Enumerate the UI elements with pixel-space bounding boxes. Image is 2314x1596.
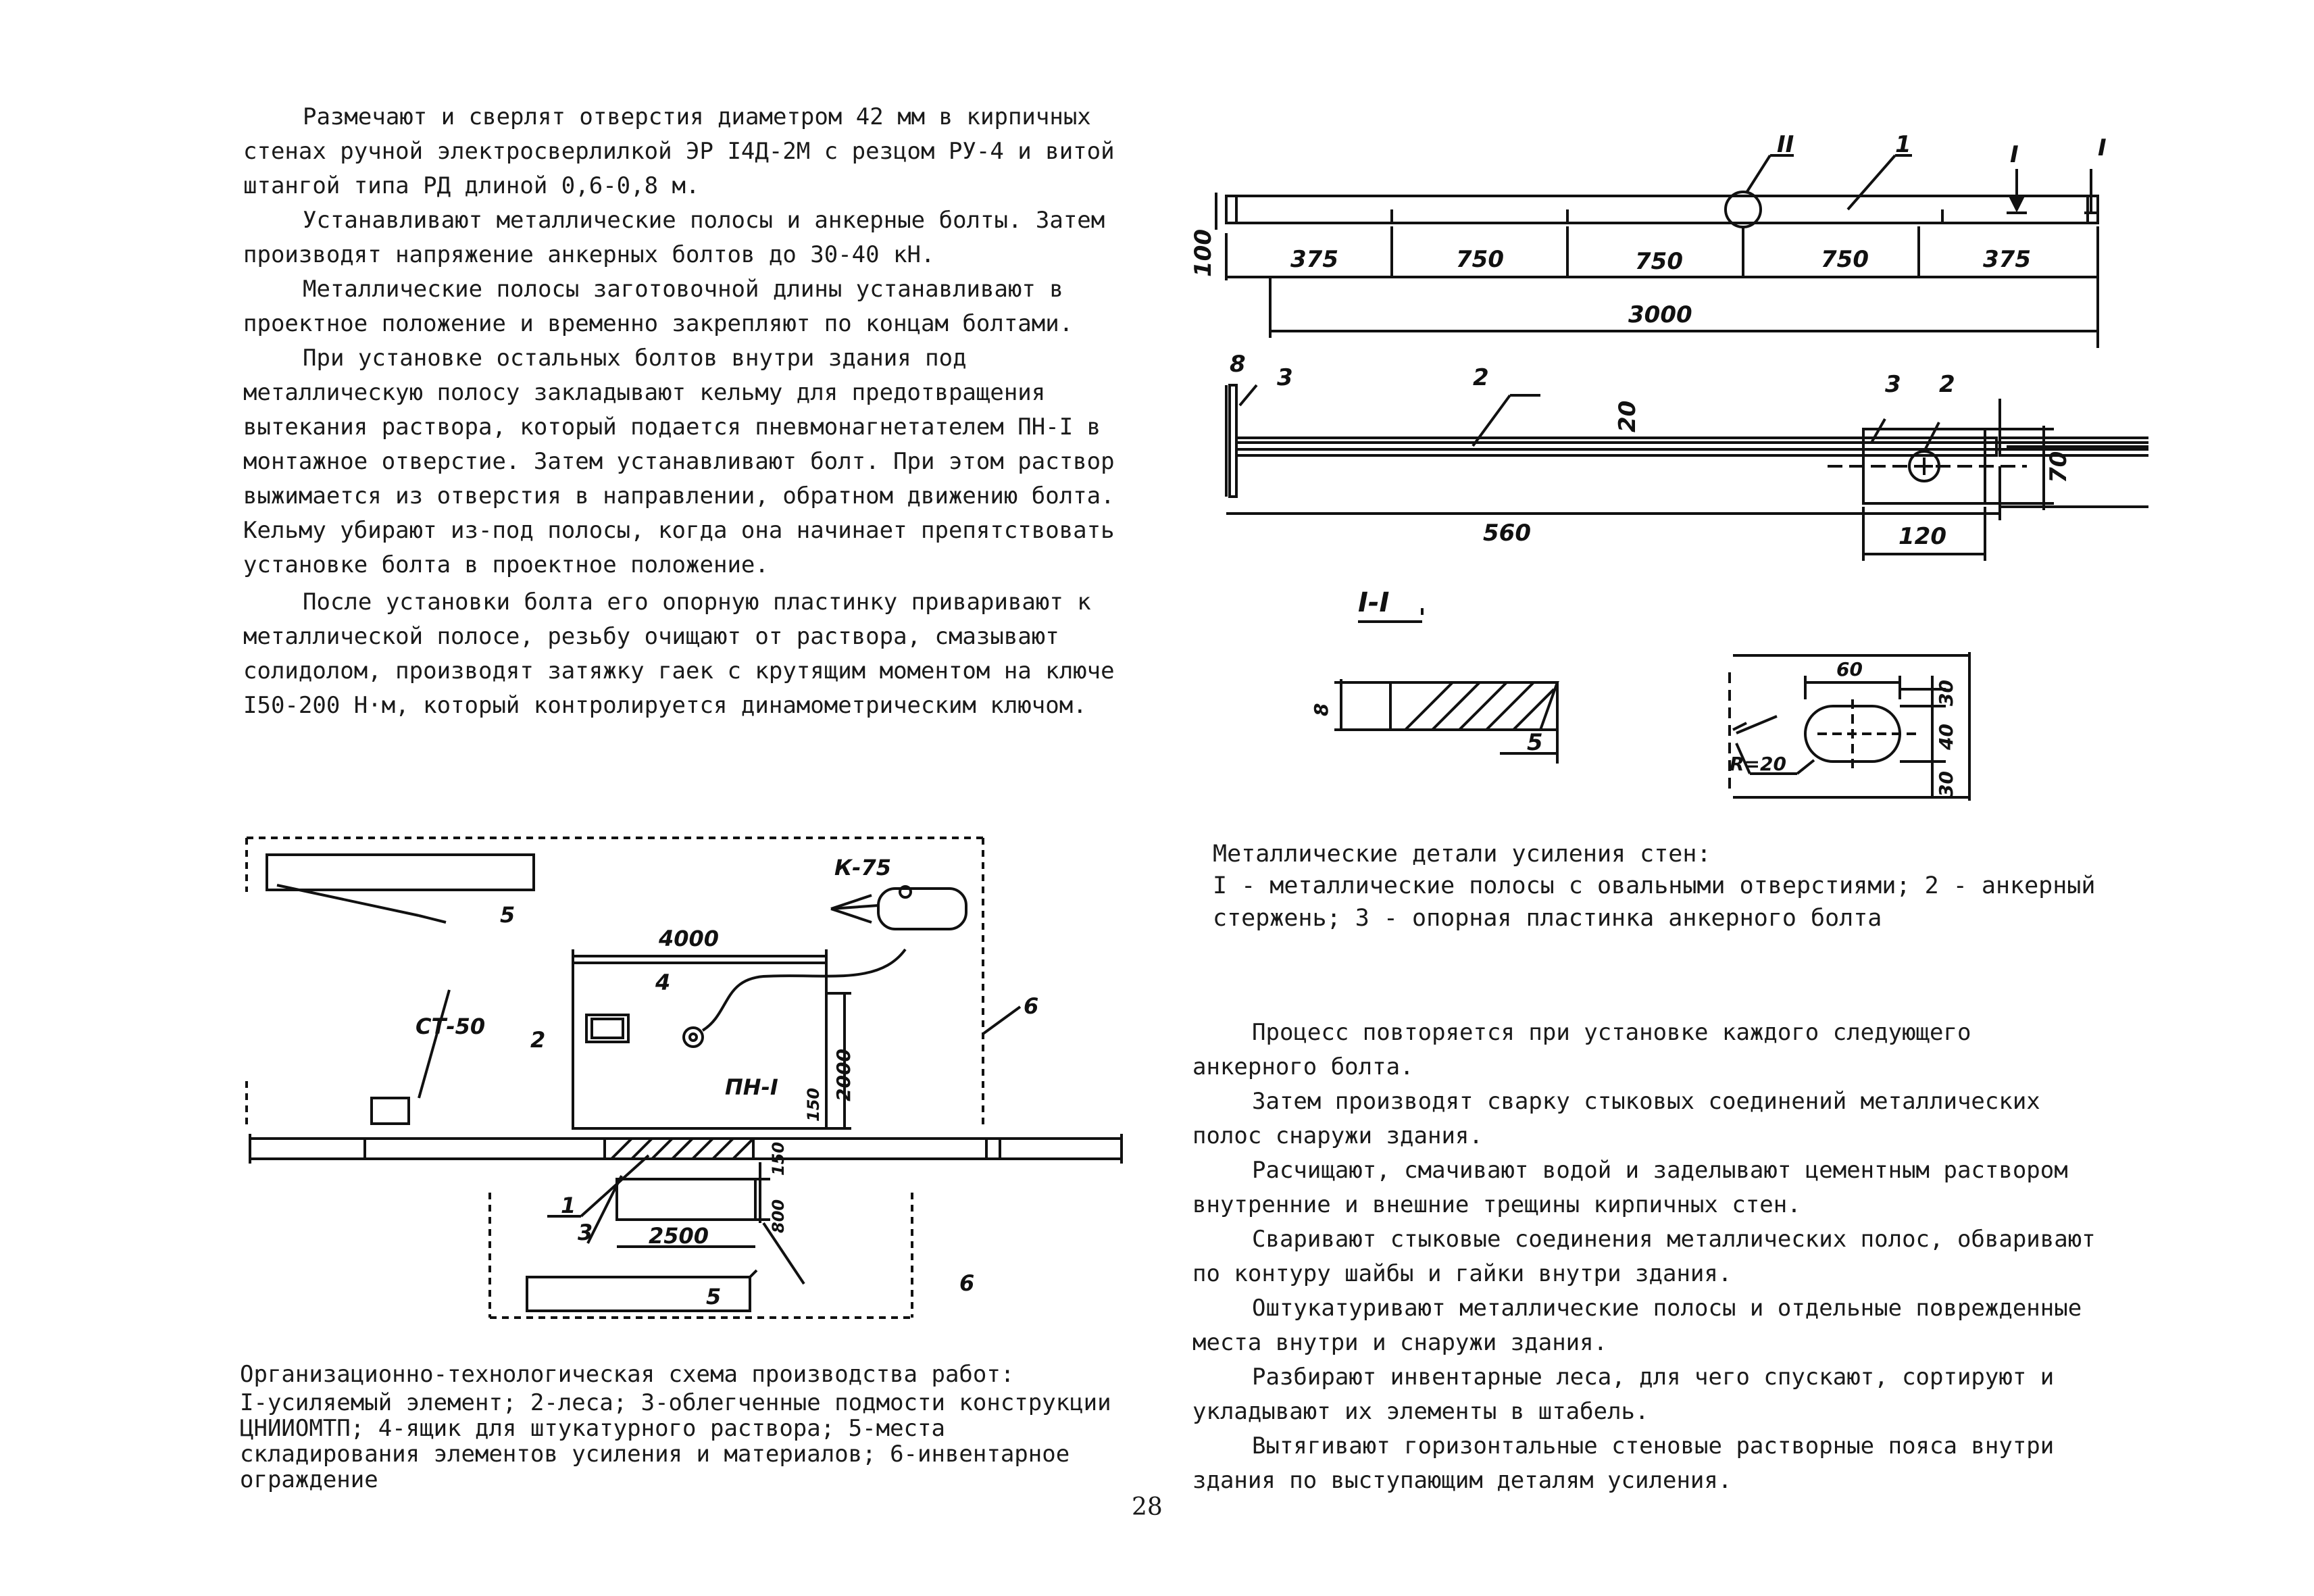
details-caption bbox=[1213, 841, 2105, 934]
label-I-b: I bbox=[2098, 134, 2107, 161]
left-text-column bbox=[243, 100, 1122, 723]
rod-dim-560: 560 bbox=[1483, 520, 1531, 547]
rod-label-8: 8 bbox=[1230, 351, 1246, 378]
label-n6b: 6 bbox=[959, 1270, 975, 1296]
paragraph: После установки болта его опорную пластинку приваривают к металлической полосе, резьбу очищают от раствора, смазывают солидолом, производят затяжку гаек с крутящим моментом на ключе I50-200 Н·м, который контролируется динамометрическим ключом. bbox=[243, 589, 1115, 719]
caption-body: I-усиляемый элемент; 2-леса; 3-облегченные подмости конструкции ЦНИИОМТП; 4-ящик для штукатурного раствора; 5-места складирования элементов усиления и материалов; 6-инвентарное ограждение bbox=[240, 1389, 1111, 1493]
right-text-column bbox=[1192, 1016, 2098, 1498]
label-n1: 1 bbox=[561, 1193, 576, 1218]
hole-dim-60: 60 bbox=[1836, 658, 1863, 680]
hole-dim-30b: 30 bbox=[1935, 771, 1957, 797]
dim-2000: 2000 bbox=[832, 1049, 855, 1101]
paragraph: Вытягивают горизонтальные стеновые растворные пояса внутри здания по выступающим деталям усиления. bbox=[1192, 1432, 2055, 1494]
dim-150a: 150 bbox=[804, 1087, 823, 1122]
dim-150b: 150 bbox=[769, 1141, 788, 1176]
total-3000: 3000 bbox=[1628, 301, 1692, 328]
section-label-5: 5 bbox=[1527, 729, 1543, 756]
label-1: 1 bbox=[1895, 131, 1911, 158]
plate-label-3: 3 bbox=[1885, 371, 1901, 398]
label-I-a: I bbox=[2010, 141, 2019, 168]
hole-radius: R=20 bbox=[1730, 753, 1786, 775]
label-n4: 4 bbox=[655, 970, 671, 995]
page-number: 28 bbox=[1132, 1493, 1163, 1521]
hole-dim-40: 40 bbox=[1935, 724, 1957, 750]
label-n5b: 5 bbox=[706, 1284, 722, 1310]
seg-2: 750 bbox=[1456, 246, 1504, 273]
rod-dim-20: 20 bbox=[1614, 400, 1641, 432]
dim-4000: 4000 bbox=[659, 926, 720, 951]
seg-3: 750 bbox=[1635, 248, 1683, 275]
label-II: II bbox=[1777, 131, 1794, 158]
paragraph: Разбирают инвентарные леса, для чего спускают, сортируют и укладывают их элементы в штабель. bbox=[1192, 1364, 2055, 1425]
caption-body: I - металлические полосы с овальными отверстиями; 2 - анкерный стержень; 3 - опорная пластинка анкерного болта bbox=[1213, 872, 2096, 932]
site-scheme-labels bbox=[416, 855, 1038, 1310]
paragraph: Устанавливают металлические полосы и анкерные болты. Затем производят напряжение анкерных болтов до 30-40 кН. bbox=[243, 207, 1105, 268]
label-k75: К-75 bbox=[834, 855, 891, 880]
plate-section-drawing bbox=[1189, 365, 2148, 824]
section-title: I-I bbox=[1358, 587, 1390, 618]
site-scheme-caption bbox=[240, 1362, 1138, 1493]
paragraph: Расчищают, смачивают водой и заделывают цементным раствором внутренние и внешние трещины кирпичных стен. bbox=[1192, 1157, 2068, 1218]
paragraph: Затем производят сварку стыковых соединений металлических полос снаружи здания. bbox=[1192, 1088, 2040, 1149]
caption-title: Организационно-технологическая схема производства работ: bbox=[240, 1361, 1015, 1388]
paragraph: Оштукатуривают металлические полосы и отдельные поврежденные места внутри и снаружи здания. bbox=[1192, 1295, 2082, 1356]
caption-title: Металлические детали усиления стен: bbox=[1213, 841, 1711, 868]
label-pn1: ПН-I bbox=[725, 1074, 778, 1100]
rod-label-3: 3 bbox=[1277, 364, 1293, 391]
plate-dim-120: 120 bbox=[1898, 523, 1946, 550]
paragraph: Процесс повторяется при установке каждого следующего анкерного болта. bbox=[1192, 1019, 1971, 1080]
dim-100: 100 bbox=[1190, 229, 1217, 277]
paragraph: Сваривают стыковые соединения металлических полос, обваривают по контуру шайбы и гайки внутри здания. bbox=[1192, 1226, 2096, 1287]
label-st50: СТ-50 bbox=[416, 1014, 486, 1039]
dim-2500: 2500 bbox=[649, 1223, 709, 1249]
seg-4: 750 bbox=[1821, 246, 1869, 273]
label-n5a: 5 bbox=[500, 902, 515, 928]
plate-dim-70: 70 bbox=[2045, 451, 2072, 483]
plate-label-2: 2 bbox=[1939, 371, 1955, 398]
label-n3: 3 bbox=[578, 1220, 593, 1245]
paragraph: Размечают и сверлят отверстия диаметром 42 мм в кирпичных стенах ручной электросверлилкой ЭР I4Д-2М с резцом РУ-4 и витой штангой типа РД длиной 0,6-0,8 м. bbox=[243, 103, 1115, 199]
seg-1: 375 bbox=[1290, 246, 1338, 273]
hole-dim-30a: 30 bbox=[1935, 680, 1957, 706]
paragraph: При установке остальных болтов внутри здания под металлическую полосу закладывают кельму для предотвращения вытекания раствора, который подается пневмонагнетателем ПН-I в монтажное отверстие. Затем устанавливают болт. При этом раствор выжимается из отверстия в направлении, обратном движению болта. Кельму убирают из-под полосы, когда она начинает препятствовать установке болта в проектное положение. bbox=[243, 345, 1115, 578]
seg-5: 375 bbox=[1983, 246, 2031, 273]
plate-section-labels bbox=[1310, 371, 2072, 797]
label-n6a: 6 bbox=[1024, 993, 1039, 1019]
dim-800: 800 bbox=[769, 1199, 788, 1233]
rod-label-2: 2 bbox=[1473, 364, 1489, 391]
paragraph: Металлические полосы заготовочной длины устанавливают в проектное положение и временно закрепляют по концам болтами. bbox=[243, 276, 1074, 337]
label-n2: 2 bbox=[530, 1027, 546, 1053]
site-scheme-drawing bbox=[230, 811, 1155, 1338]
section-dim-8: 8 bbox=[1310, 703, 1332, 716]
